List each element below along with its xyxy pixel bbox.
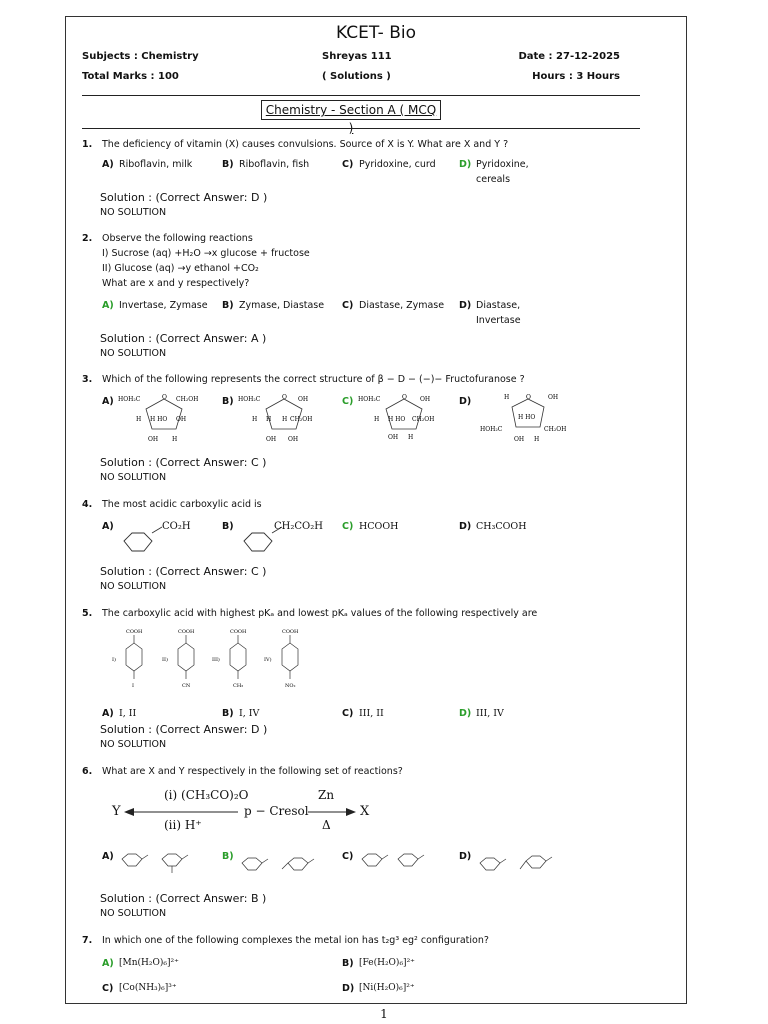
section-title: Chemistry - Section A ( MCQ ): [261, 100, 441, 120]
q4-option-a-text: CO₂H: [162, 521, 191, 532]
svg-text:H: H: [136, 416, 142, 423]
svg-text:COOH: COOH: [282, 629, 299, 635]
q5-option-d[interactable]: D) III, IV: [459, 708, 504, 719]
svg-text:H HO: H HO: [388, 416, 406, 423]
svg-text:CH₃: CH₃: [233, 683, 244, 689]
svg-text:II): II): [162, 657, 168, 663]
svg-text:H: H: [374, 416, 380, 423]
q1-solution-note: NO SOLUTION: [100, 207, 167, 218]
svg-text:COOH: COOH: [126, 629, 143, 635]
svg-text:IV): IV): [264, 657, 272, 663]
svg-text:COOH: COOH: [178, 629, 195, 635]
question-text: Which of the following represents the correct structure of β − D − (−)− Fructofuranose ?: [102, 374, 525, 385]
question-number: 7.: [82, 935, 93, 946]
q3-option-d[interactable]: D): [459, 396, 472, 407]
q6-structures-a: [118, 845, 214, 883]
reaction-right-bottom: Δ: [322, 818, 331, 832]
q4-option-a[interactable]: A): [102, 521, 114, 532]
q7-option-a[interactable]: A) [Mn(H₂O)₆]²⁺: [102, 958, 179, 969]
svg-text:H: H: [172, 436, 178, 443]
q3-option-a[interactable]: A): [102, 396, 114, 407]
question-text: Observe the following reactions: [102, 233, 253, 244]
q6-option-c[interactable]: C): [342, 851, 354, 862]
q6-structures-d: [476, 845, 572, 883]
paper-date: Date : 27-12-2025: [518, 51, 620, 62]
q6-option-b[interactable]: B): [222, 851, 234, 862]
q2-reaction-line-1: I) Sucrose (aq) +H₂O →x glucose + fructose: [102, 248, 310, 259]
q3-option-c[interactable]: C): [342, 396, 354, 407]
reaction-reactant: p − Cresol: [244, 804, 309, 818]
svg-text:HOH₂C: HOH₂C: [118, 396, 141, 403]
svg-text:CN: CN: [182, 683, 191, 689]
q6-solution: Solution : (Correct Answer: B ): [100, 892, 267, 905]
q5-solution-note: NO SOLUTION: [100, 739, 167, 750]
paper-title: KCET- Bio: [336, 23, 416, 43]
q7-option-d[interactable]: D) [Ni(H₂O)₆]²⁺: [342, 983, 415, 994]
svg-text:H: H: [252, 416, 258, 423]
q1-solution: Solution : (Correct Answer: D ): [100, 191, 268, 204]
q3-structure-a: [118, 391, 210, 447]
subjects-label: Subjects : Chemistry: [82, 51, 199, 62]
q6-structures-b: [238, 845, 334, 883]
svg-text:I: I: [132, 683, 134, 689]
svg-text:H: H: [504, 394, 510, 401]
reaction-left-arrow: [124, 808, 238, 816]
q2-option-b[interactable]: B) Zymase, Diastase: [222, 300, 325, 311]
question-number: 1.: [82, 139, 93, 150]
svg-text:HOH₂C: HOH₂C: [238, 396, 261, 403]
question-text: What are X and Y respectively in the following set of reactions?: [102, 766, 403, 777]
q2-option-c[interactable]: C) Diastase, Zymase: [342, 300, 445, 311]
q3-structure-b: [238, 391, 330, 447]
reaction-reagent-top: (i) (CH₃CO)₂O: [164, 788, 249, 802]
q3-structure-d: [478, 391, 570, 453]
page-number: 1: [380, 1007, 388, 1021]
svg-text:H: H: [408, 434, 414, 441]
svg-text:H: H: [266, 416, 272, 423]
svg-text:CH₂OH: CH₂OH: [290, 416, 313, 423]
q4-option-b[interactable]: B): [222, 521, 234, 532]
svg-text:I): I): [112, 657, 116, 663]
total-marks: Total Marks : 100: [82, 71, 179, 82]
q3-option-b[interactable]: B): [222, 396, 234, 407]
svg-text:OH: OH: [388, 434, 399, 441]
reaction-product-y: Y: [112, 804, 121, 819]
q2-reaction-line-2: II) Glucose (aq) →y ethanol +CO₂: [102, 263, 259, 274]
svg-text:CH₂OH: CH₂OH: [544, 426, 567, 433]
q4-solution-note: NO SOLUTION: [100, 581, 167, 592]
q3-solution-note: NO SOLUTION: [100, 472, 167, 483]
svg-text:O: O: [282, 394, 287, 401]
q1-option-b[interactable]: B) Riboflavin, fish: [222, 159, 310, 170]
svg-text:OH: OH: [514, 436, 525, 443]
q4-option-b-text: CH₂CO₂H: [274, 521, 323, 532]
q7-option-b[interactable]: B) [Fe(H₂O)₆]²⁺: [342, 958, 415, 969]
svg-text:H: H: [534, 436, 540, 443]
svg-text:HOH₂C: HOH₂C: [358, 396, 381, 403]
q6-structures-c: [358, 845, 454, 883]
svg-text:HOH₂C: HOH₂C: [480, 426, 503, 433]
question-number: 4.: [82, 499, 93, 510]
paper-hours: Hours : 3 Hours: [532, 71, 620, 82]
svg-text:NO₂: NO₂: [285, 683, 296, 689]
svg-text:OH: OH: [148, 436, 159, 443]
question-text: The carboxylic acid with highest pKₐ and lowest pKₐ values of the following respectively are: [102, 608, 538, 619]
svg-text:III): III): [212, 657, 220, 663]
q1-option-c[interactable]: C) Pyridoxine, curd: [342, 159, 436, 170]
svg-text:OH: OH: [298, 396, 309, 403]
q1-option-a[interactable]: A) Riboflavin, milk: [102, 159, 193, 170]
q5-option-a[interactable]: A) I, II: [102, 708, 137, 719]
svg-text:CH₂OH: CH₂OH: [176, 396, 199, 403]
q3-solution: Solution : (Correct Answer: C ): [100, 456, 267, 469]
q4-option-d[interactable]: D) CH₃COOH: [459, 521, 527, 532]
solutions-label: ( Solutions ): [322, 71, 391, 82]
question-text: The deficiency of vitamin (X) causes convulsions. Source of X is Y. What are X and Y ?: [102, 139, 509, 150]
section-divider: [82, 128, 640, 129]
q5-solution: Solution : (Correct Answer: D ): [100, 723, 268, 736]
svg-text:O: O: [526, 394, 531, 401]
question-text: In which one of the following complexes the metal ion has t₂g³ eg² configuration?: [102, 935, 489, 946]
q2-option-a[interactable]: A) Invertase, Zymase: [102, 300, 208, 311]
q4-option-c[interactable]: C) HCOOH: [342, 521, 399, 532]
q5-acids-structures: [106, 625, 311, 701]
reaction-right-arrow: [308, 808, 356, 816]
q2-solution-note: NO SOLUTION: [100, 348, 167, 359]
question-number: 5.: [82, 608, 93, 619]
q5-option-b[interactable]: B) I, IV: [222, 708, 260, 719]
question-number: 2.: [82, 233, 93, 244]
svg-text:CH₂OH: CH₂OH: [412, 416, 435, 423]
q7-option-c[interactable]: C) [Co(NH₃)₆]³⁺: [102, 983, 177, 994]
reaction-product-x: X: [360, 804, 370, 819]
q6-option-d[interactable]: D): [459, 851, 472, 862]
q2-question-line: What are x and y respectively?: [102, 278, 250, 289]
question-text: The most acidic carboxylic acid is: [102, 499, 262, 510]
svg-text:OH: OH: [266, 436, 277, 443]
q3-structure-c: [358, 391, 450, 447]
svg-text:OH: OH: [288, 436, 299, 443]
q6-option-a[interactable]: A): [102, 851, 114, 862]
q6-solution-note: NO SOLUTION: [100, 908, 167, 919]
header-divider: [82, 95, 640, 96]
question-paper-page: [65, 16, 687, 1004]
reaction-right-top: Zn: [318, 788, 335, 802]
q2-option-d[interactable]: D) Diastase, Invertase: [459, 300, 521, 326]
svg-text:OH: OH: [420, 396, 431, 403]
svg-text:OH: OH: [548, 394, 559, 401]
svg-text:H HO: H HO: [518, 414, 536, 421]
q6-reaction-scheme: [112, 790, 372, 842]
svg-text:O: O: [402, 394, 407, 401]
q1-option-d[interactable]: D) Pyridoxine, cereals: [459, 159, 529, 185]
svg-text:OH: OH: [176, 416, 187, 423]
q2-solution: Solution : (Correct Answer: A ): [100, 332, 267, 345]
q5-option-c[interactable]: C) III, II: [342, 708, 384, 719]
q4-solution: Solution : (Correct Answer: C ): [100, 565, 267, 578]
reaction-reagent-bottom: (ii) H⁺: [164, 818, 202, 832]
question-number: 6.: [82, 766, 93, 777]
svg-text:COOH: COOH: [230, 629, 247, 635]
question-number: 3.: [82, 374, 93, 385]
svg-text:H: H: [282, 416, 288, 423]
svg-text:O: O: [162, 394, 167, 401]
paper-name: Shreyas 111: [322, 51, 392, 62]
svg-text:H HO: H HO: [150, 416, 168, 423]
